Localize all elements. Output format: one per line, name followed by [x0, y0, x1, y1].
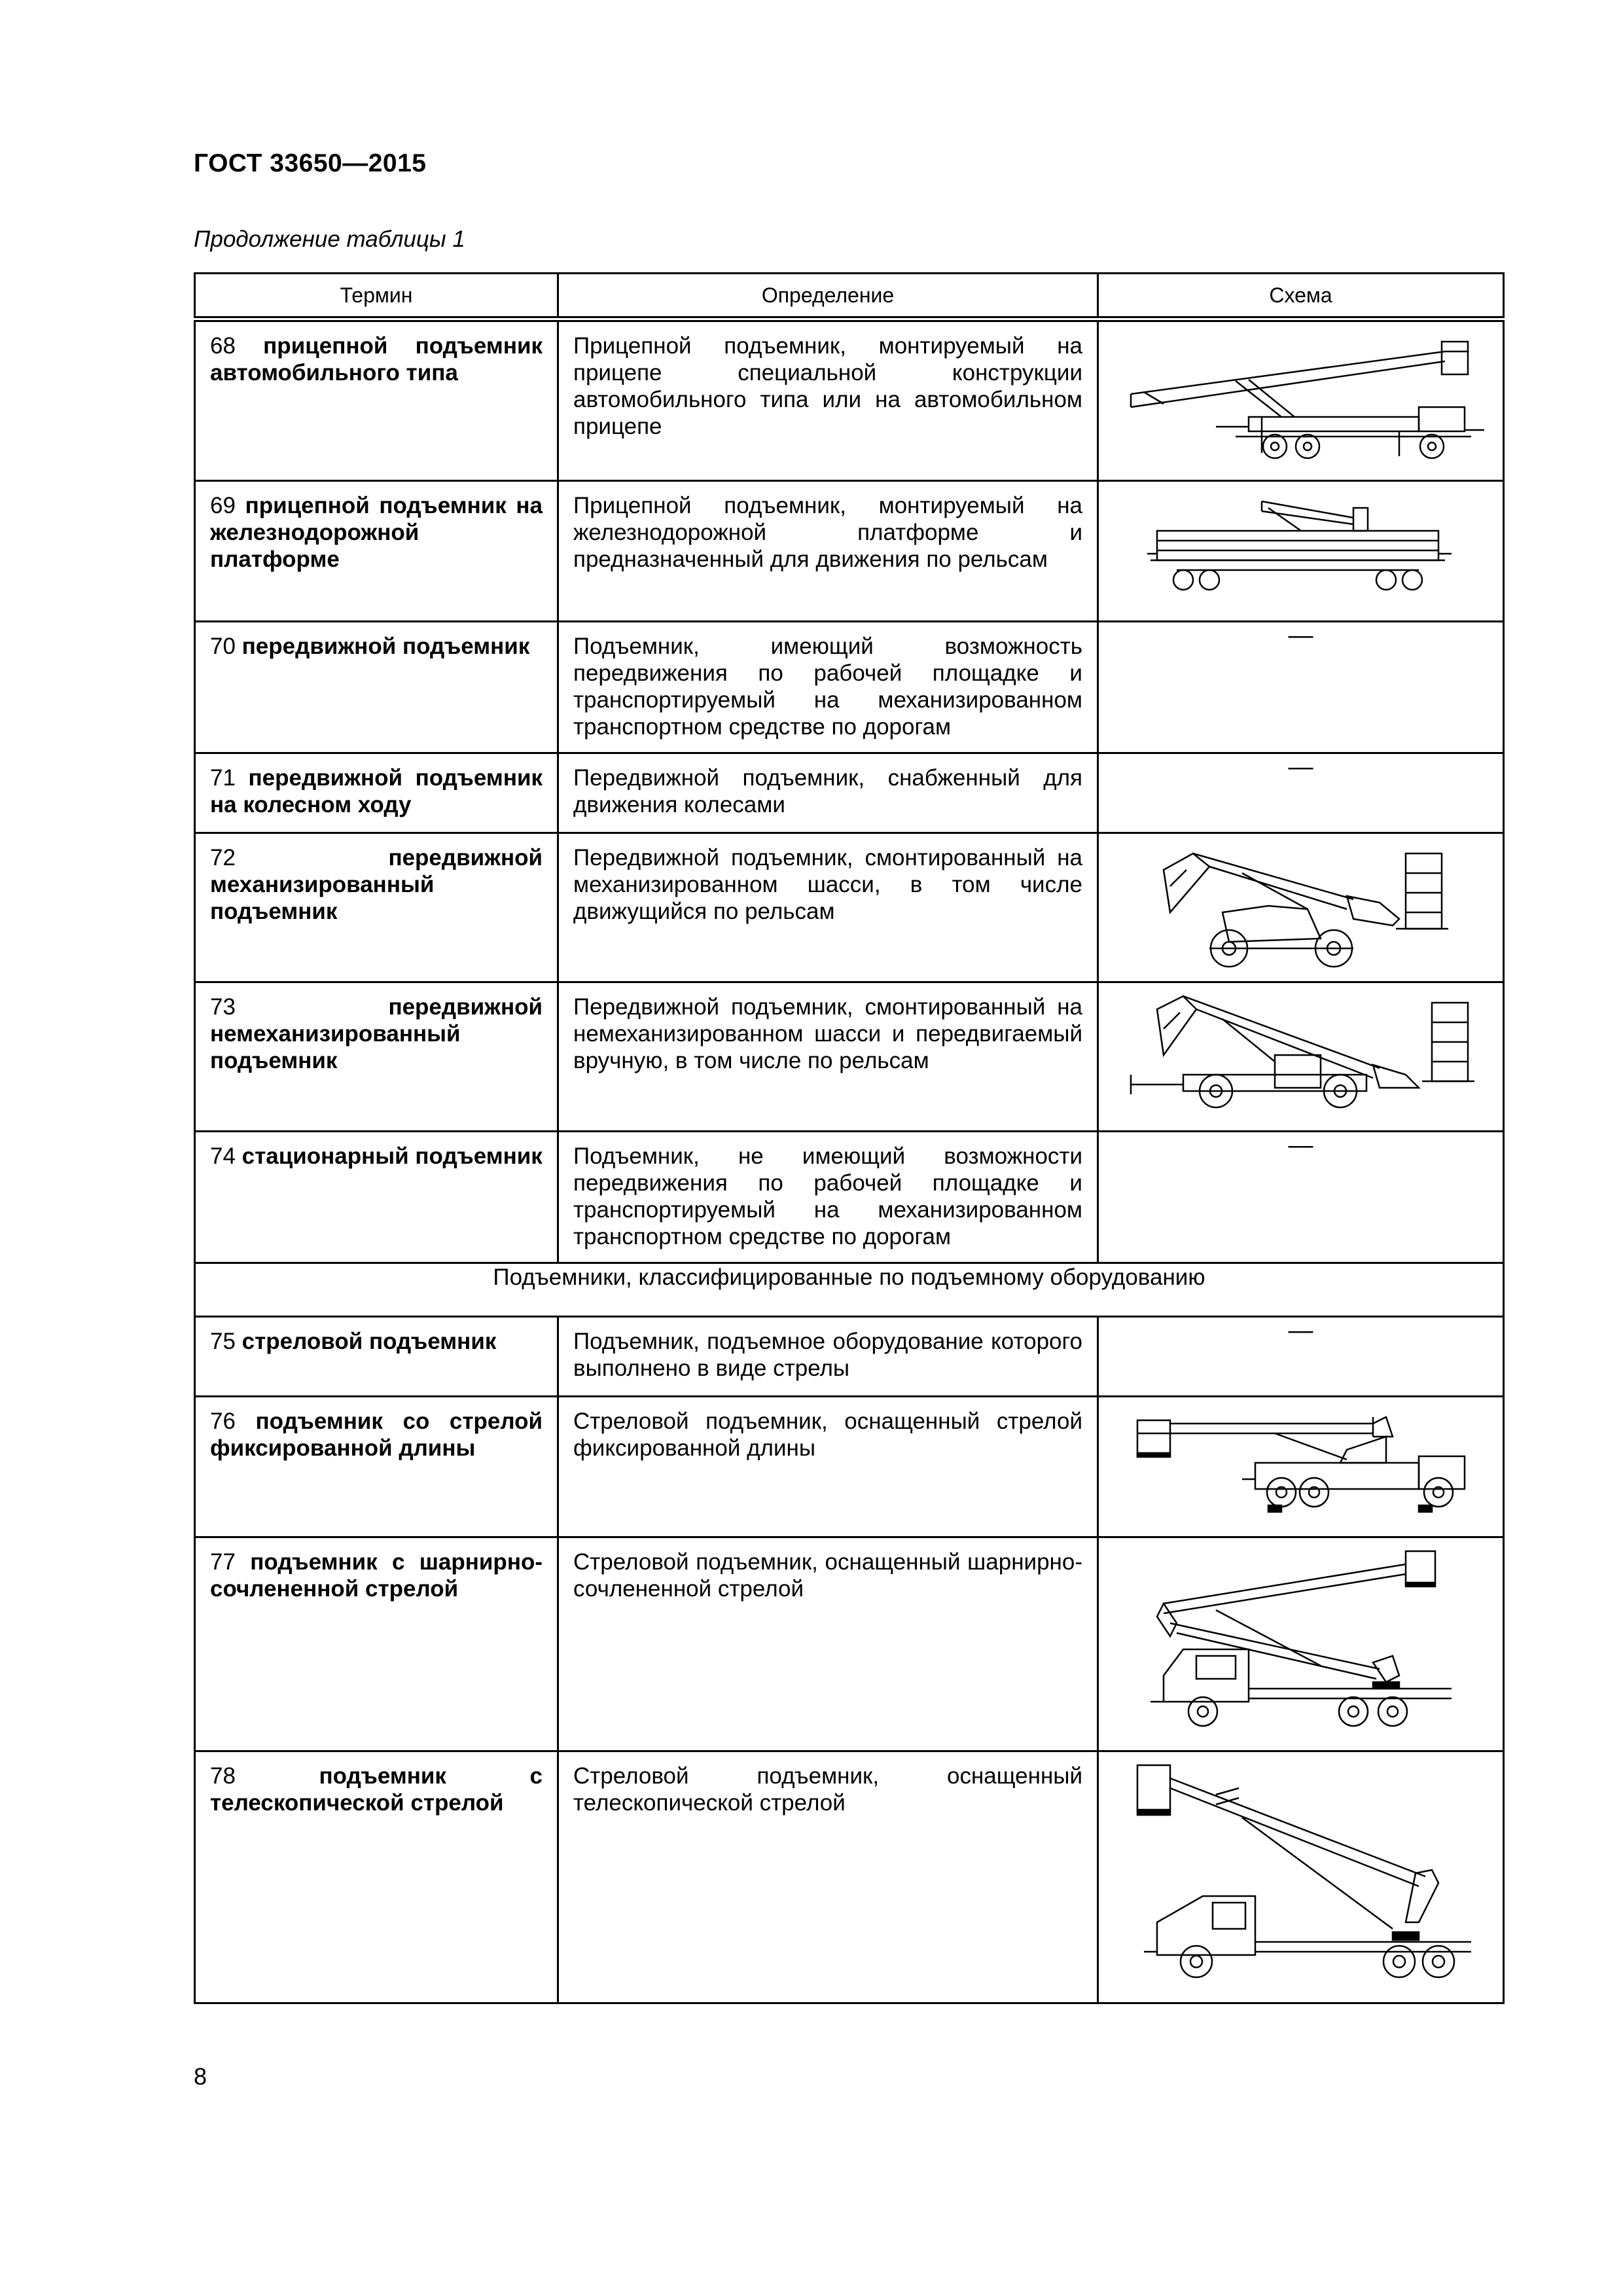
definition-cell: Передвижной подъемник, снабженный для движения колесами [558, 753, 1098, 833]
scheme-cell [1098, 1397, 1504, 1537]
definition-cell: Передвижной подъемник, смонтированный на механизированном шасси, в том числе движущийся по рельсам [558, 833, 1098, 982]
column-header-term: Термин [195, 274, 558, 319]
scheme-cell [1098, 1537, 1504, 1751]
table-caption: Продолжение таблицы 1 [194, 226, 465, 252]
page-number: 8 [194, 2063, 207, 2090]
definition-cell: Передвижной подъемник, смонтированный на немеханизированном шасси и передвигаемый вручную, в том числе по рельсам [558, 982, 1098, 1132]
definition-cell: Подъемник, не имеющий возможности передвижения по рабочей площадке и транспортируемый на механизированном транспортном средстве по дорогам [558, 1132, 1098, 1263]
term-number: 71 [210, 765, 236, 791]
term-number: 68 [210, 333, 236, 359]
term-number: 77 [210, 1549, 236, 1575]
term-name: прицепной подъемник на железнодорожной платформе [210, 493, 543, 572]
term-number: 70 [210, 634, 236, 659]
table-row [195, 1397, 1504, 1537]
term-cell [195, 1132, 558, 1263]
term-cell [195, 1537, 558, 1751]
scheme-cell [1098, 622, 1504, 753]
term-number: 76 [210, 1408, 236, 1434]
table-row [195, 481, 1504, 622]
definition-cell: Стреловой подъемник, оснащенный телескопической стрелой [558, 1751, 1098, 2003]
term-cell [195, 753, 558, 833]
table-row [195, 1751, 1504, 2003]
articulated-boom-lift-drawing [1124, 1538, 1478, 1734]
telescopic-boom-lift-drawing [1118, 1752, 1484, 1988]
term-name: подъемник с телескопической стрелой [210, 1763, 543, 1816]
definition-cell: Прицепной подъемник, монтируемый на железнодорожной платформе и предназначенный для движения по рельсам [558, 481, 1098, 622]
term-cell [195, 1397, 558, 1537]
term-name: стационарный подъемник [241, 1143, 543, 1169]
term-name: передвижной подъемник на колесном ходу [210, 765, 543, 817]
terms-table [194, 272, 1505, 2004]
term-cell [195, 622, 558, 753]
table-row [195, 1317, 1504, 1397]
definition-cell: Стреловой подъемник, оснащенный шарнирно-сочлененной стрелой [558, 1537, 1098, 1751]
non-mechanized-mobile-lift-drawing [1118, 983, 1484, 1121]
trailer-car-lift-drawing [1118, 322, 1484, 466]
term-name: передвижной подъемник [241, 634, 530, 659]
empty-scheme-dash: — [1288, 753, 1313, 781]
table-row [195, 622, 1504, 753]
document-header: ГОСТ 33650—2015 [194, 149, 427, 177]
term-cell [195, 319, 558, 481]
scheme-cell [1098, 1751, 1504, 2003]
term-cell [195, 1317, 558, 1397]
scheme-cell [1098, 833, 1504, 982]
scheme-cell [1098, 481, 1504, 622]
column-header-scheme: Схема [1098, 274, 1504, 319]
scheme-cell [1098, 982, 1504, 1132]
definition-cell: Подъемник, имеющий возможность передвижения по рабочей площадке и транспортируемый на механизированном транспортном средстве по дорогам [558, 622, 1098, 753]
railway-platform-lift-drawing [1137, 482, 1465, 606]
term-number: 72 [210, 845, 236, 870]
term-number: 78 [210, 1763, 236, 1789]
term-number: 75 [210, 1329, 236, 1354]
empty-scheme-dash: — [1288, 1132, 1313, 1159]
empty-scheme-dash: — [1288, 622, 1313, 649]
scheme-cell [1098, 753, 1504, 833]
table-row [195, 833, 1504, 982]
table-row [195, 753, 1504, 833]
term-cell [195, 1751, 558, 2003]
term-name: передвижной немеханизированный подъемник [210, 994, 543, 1073]
table-row [195, 1132, 1504, 1263]
term-name: подъемник со стрелой фиксированной длины [210, 1408, 543, 1461]
term-name: передвижной механизированный подъемник [210, 845, 543, 924]
definition-cell: Подъемник, подъемное оборудование которого выполнено в виде стрелы [558, 1317, 1098, 1397]
section-heading: Подъемники, классифицированные по подъемному оборудованию [195, 1263, 1504, 1317]
term-name: прицепной подъемник автомобильного типа [210, 333, 543, 386]
term-cell [195, 481, 558, 622]
term-cell [195, 833, 558, 982]
table-header-row [195, 274, 1504, 319]
table-row [195, 319, 1504, 481]
scheme-cell [1098, 1132, 1504, 1263]
table-row [195, 1537, 1504, 1751]
definition-cell: Прицепной подъемник, монтируемый на прицепе специальной конструкции автомобильного типа или на автомобильном прицепе [558, 319, 1098, 481]
term-name: стреловой подъемник [241, 1329, 497, 1354]
term-number: 73 [210, 994, 236, 1020]
table-row [195, 982, 1504, 1132]
mechanized-mobile-lift-drawing [1131, 834, 1471, 971]
term-number: 74 [210, 1143, 236, 1169]
scheme-cell [1098, 1317, 1504, 1397]
scheme-cell [1098, 319, 1504, 481]
term-name: подъемник с шарнирно-сочлененной стрелой [210, 1549, 543, 1602]
term-number: 69 [210, 493, 236, 518]
term-cell [195, 982, 558, 1132]
fixed-boom-lift-drawing [1124, 1397, 1478, 1528]
empty-scheme-dash: — [1288, 1317, 1313, 1344]
definition-cell: Стреловой подъемник, оснащенный стрелой фиксированной длины [558, 1397, 1098, 1537]
column-header-definition: Определение [558, 274, 1098, 319]
section-row [195, 1263, 1504, 1317]
